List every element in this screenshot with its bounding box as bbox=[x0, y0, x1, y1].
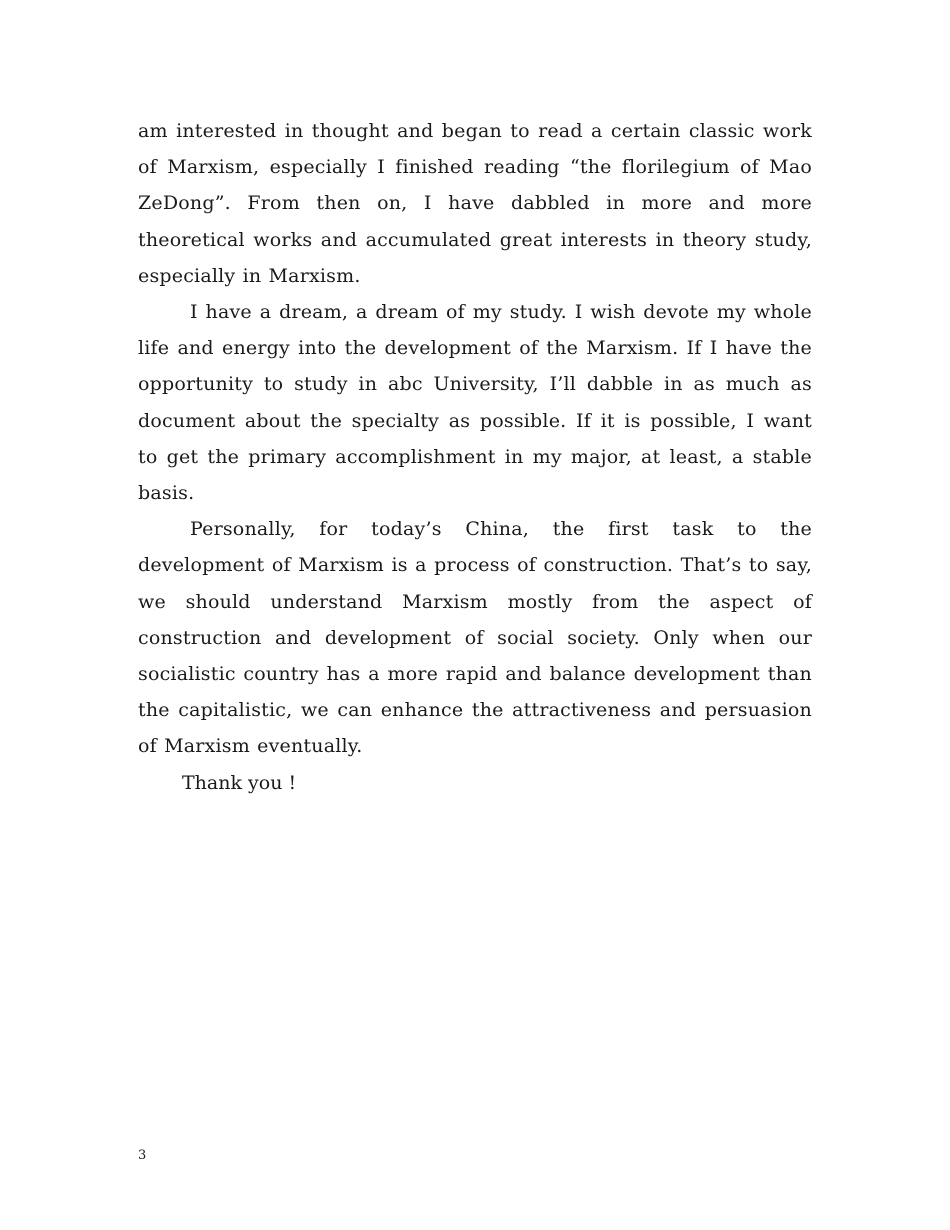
paragraph-dream: I have a dream, a dream of my study. I wish devote my whole life and energy into the development of the Marxism. If I have the opportunity to study in abc University, I’ll dabble in as much as document about the specialty as possible. If it is possible, I want to get the primary accomplishment in my major, at least, a stable basis. bbox=[138, 301, 812, 505]
page-number: 3 bbox=[138, 1148, 147, 1163]
document-body bbox=[138, 113, 812, 801]
closing-line: Thank you ! bbox=[182, 771, 297, 794]
paragraph-continuation: am interested in thought and began to read a certain classic work of Marxism, especially I finished reading “the florilegium of Mao ZeDong”. From then on, I have dabbled in more and more theoretical works and accumulated great interests in theory study, especially in Marxism. bbox=[138, 120, 812, 287]
paragraph-china-marxism: Personally, for today’s China, the first task to the development of Marxism is a process of construction. That’s to say, we should understand Marxism mostly from the aspect of construction and development of social society. Only when our socialistic country has a more rapid and balance development than the capitalistic, we can enhance the attractiveness and persuasion of Marxism eventually. bbox=[138, 518, 812, 758]
